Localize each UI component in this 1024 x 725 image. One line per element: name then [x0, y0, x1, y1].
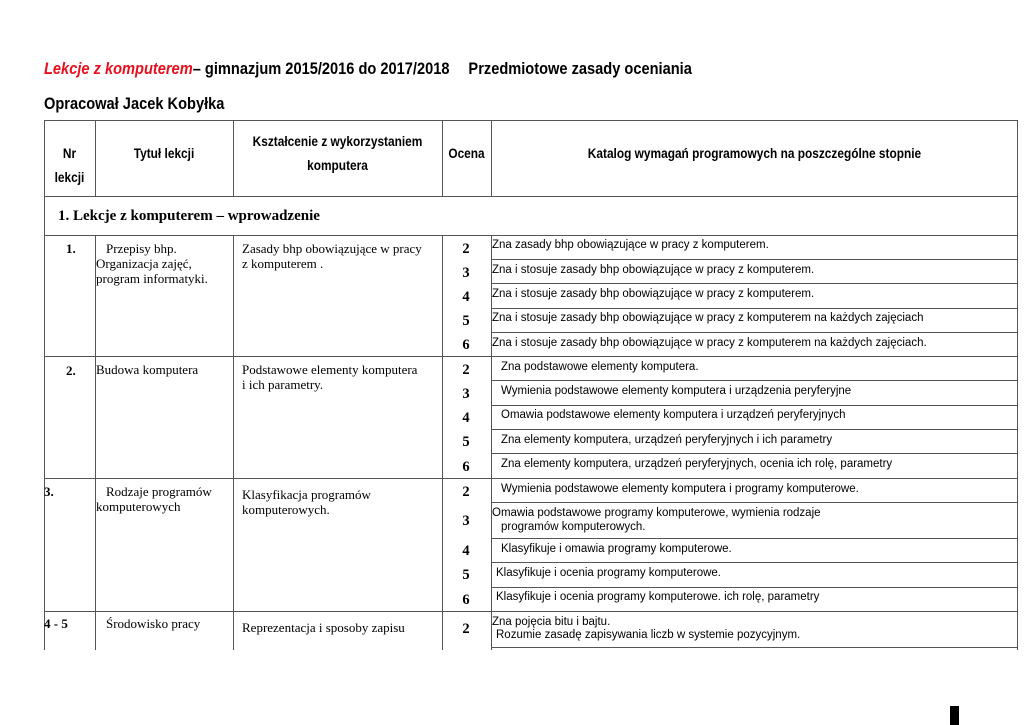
requirement-text: Zna i stosuje zasady bhp obowiązujące w pracy z komputerem na każdych zajęciach.: [492, 337, 927, 349]
header-education-line1: Kształcenie z wykorzystaniem: [252, 134, 423, 149]
table-border-top: [44, 120, 1018, 121]
requirement-text: Wymienia podstawowe elementy komputera i programy komputerowe.: [501, 483, 859, 495]
grade-value: 3: [462, 265, 470, 281]
requirement-text: Omawia podstawowe elementy komputera i urządzeń peryferyjnych: [501, 409, 846, 421]
row-line: [491, 259, 1018, 260]
section-title: 1. Lekcje z komputerem – wprowadzenie: [58, 208, 320, 224]
requirement-text: Zna elementy komputera, urządzeń peryferyjnych i ich parametry: [501, 434, 833, 446]
row-line: [491, 587, 1018, 588]
grade-value: 6: [462, 459, 470, 475]
col-line-title: [233, 120, 234, 196]
lesson-education-line: Zasady bhp obowiązujące w pracy: [242, 241, 422, 256]
grade-value: 3: [462, 386, 470, 402]
subject-name: Lekcje z komputerem: [44, 59, 193, 78]
requirement-text: Klasyfikuje i ocenia programy komputerowe.: [496, 567, 721, 579]
grade-value: 3: [462, 513, 470, 529]
title-right: Przedmiotowe zasady oceniania: [468, 59, 692, 78]
row-line: [491, 283, 1018, 284]
lesson-number: 2.: [66, 363, 76, 378]
requirement-text: Zna pojęcia bitu i bajtu.: [492, 616, 611, 628]
lesson-education: [242, 620, 440, 635]
grade-value: 2: [462, 241, 470, 257]
grade-value: 6: [462, 337, 470, 353]
row-line: [491, 538, 1018, 539]
lesson-title: [106, 616, 232, 631]
lesson-line: [44, 356, 1018, 357]
grade-value: 5: [462, 434, 470, 450]
row-line: [491, 405, 1018, 406]
grade-value: 2: [462, 484, 470, 500]
grade-value: 2: [462, 362, 470, 378]
row-line: [491, 380, 1018, 381]
lesson-education-line: Podstawowe elementy komputera: [242, 362, 418, 377]
title-rest: – gimnazjum 2015/2016 do 2017/2018: [192, 59, 450, 78]
lesson-title-line: Budowa komputera: [96, 362, 199, 377]
grade-value: 4: [462, 543, 470, 559]
lesson-education: [242, 362, 440, 392]
requirement-text: Rozumie zasadę zapisywania liczb w systemie pozycyjnym.: [496, 629, 801, 641]
row-line: [491, 647, 1018, 648]
requirement-text: Wymienia podstawowe elementy komputera i urządzenia peryferyjne: [501, 385, 852, 397]
grade-value: 4: [462, 289, 470, 305]
lesson-line: [44, 611, 1018, 612]
header-bottom-line: [44, 196, 1018, 197]
lesson-education: [242, 487, 440, 517]
col-line-edu: [442, 120, 443, 196]
grade-value: 5: [462, 313, 470, 329]
row-line: [491, 429, 1018, 430]
lesson-education-line: komputerowych.: [242, 502, 330, 517]
lesson-education-line: Klasyfikacja programów: [242, 487, 371, 502]
document-title: [44, 59, 692, 79]
col-line-edu: [442, 235, 443, 650]
lesson-number: 1.: [66, 241, 76, 256]
grade-value: 4: [462, 410, 470, 426]
border-left: [44, 356, 45, 478]
lesson-education-line: Reprezentacja i sposoby zapisu: [242, 620, 405, 635]
lesson-title-line: komputerowych: [96, 499, 181, 514]
lesson-title: [96, 484, 232, 514]
row-line: [491, 453, 1018, 454]
grading-table: [44, 120, 1018, 650]
requirement-text: Zna podstawowe elementy komputera.: [501, 361, 699, 373]
row-line: [491, 332, 1018, 333]
lesson-title-line: program informatyki.: [96, 271, 208, 286]
requirement-text: Zna i stosuje zasady bhp obowiązujące w pracy z komputerem.: [492, 288, 815, 300]
col-line-nr: [95, 120, 96, 196]
lesson-education-line: i ich parametry.: [242, 377, 324, 392]
grade-value: 5: [462, 567, 470, 583]
header-catalog: Katalog wymagań programowych na poszczególne stopnie: [587, 146, 922, 161]
col-line-grade: [491, 120, 492, 196]
requirement-text: Klasyfikuje i ocenia programy komputerowe. ich rolę, parametry: [496, 591, 820, 603]
lesson-title: [96, 362, 232, 377]
row-line: [491, 502, 1018, 503]
row-line: [491, 308, 1018, 309]
requirement-text: Zna i stosuje zasady bhp obowiązujące w pracy z komputerem.: [492, 264, 815, 276]
grade-value: 2: [462, 621, 470, 637]
border-left: [44, 235, 45, 356]
requirement-text: Zna elementy komputera, urządzeń peryferyjnych, ocenia ich rolę, parametry: [501, 458, 893, 470]
grade-value: 6: [462, 592, 470, 608]
lesson-title-line: Przepisy bhp.: [106, 241, 177, 256]
row-line: [491, 562, 1018, 563]
requirement-text: Klasyfikuje i omawia programy komputerowe.: [501, 543, 732, 555]
lesson-education: [242, 241, 440, 271]
lesson-education-line: z komputerem .: [242, 256, 324, 271]
section-bottom-line: [44, 235, 1018, 236]
lesson-number: 3.: [44, 484, 54, 499]
lesson-line: [44, 478, 1018, 479]
author-line: Opracował Jacek Kobyłka: [44, 94, 225, 113]
lesson-title-line: Rodzaje programów: [106, 484, 212, 499]
lesson-title: [96, 241, 232, 286]
border-left: [44, 120, 45, 196]
header-education: [246, 130, 430, 178]
page-edge-mark: [950, 706, 959, 725]
header-grade: Ocena: [448, 146, 485, 161]
header-education-line2: komputera: [307, 158, 368, 173]
section-border-left: [44, 196, 45, 235]
requirement-text: Zna zasady bhp obowiązujące w pracy z komputerem.: [492, 239, 769, 251]
lesson-number: 4 - 5: [44, 616, 68, 631]
col-line-title: [233, 235, 234, 650]
requirement-text: Omawia podstawowe programy komputerowe, wymienia rodzaje: [492, 507, 821, 519]
requirement-text: programów komputerowych.: [501, 521, 646, 533]
lesson-title-line: Środowisko pracy: [106, 616, 201, 631]
lesson-title-line: Organizacja zajęć,: [96, 256, 192, 271]
requirement-text: Zna i stosuje zasady bhp obowiązujące w pracy z komputerem na każdych zajęciach: [492, 312, 924, 324]
header-title: Tytuł lekcji: [133, 146, 195, 161]
header-nr: Nr lekcji: [54, 146, 85, 185]
